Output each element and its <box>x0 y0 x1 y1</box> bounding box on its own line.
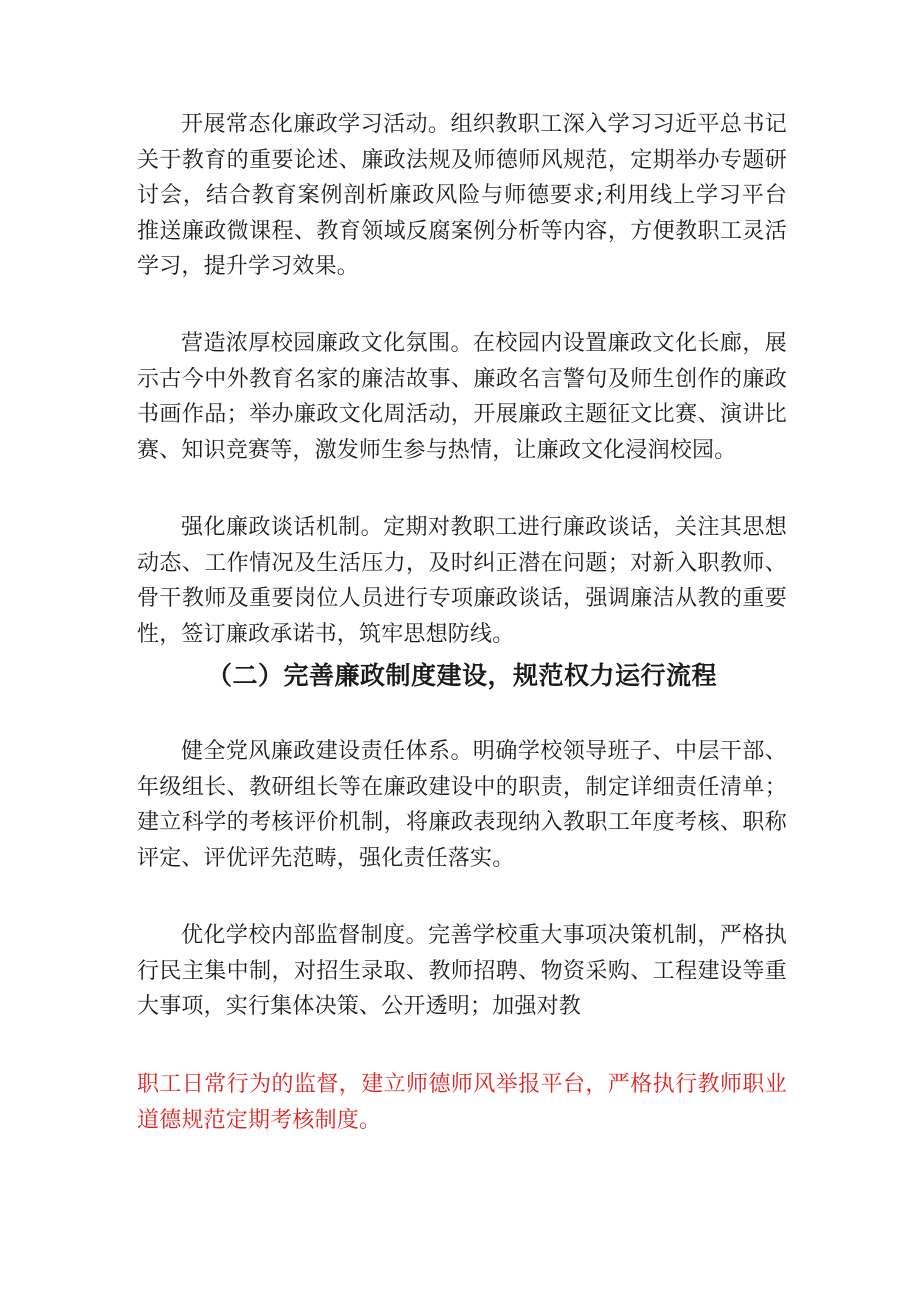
section-heading: （二）完善廉政制度建设，规范权力运行流程 <box>206 661 717 690</box>
paragraph-study-activities: 开展常态化廉政学习活动。组织教职工深入学习习近平总书记关于教育的重要论述、廉政法规及师德师风规范，定期举办专题研讨会，结合教育案例剖析廉政风险与师德要求;利用线上学习平台推送廉政微课程、教育领域反腐案例分析等内容，方便教职工灵活学习，提升学习效果。 <box>137 112 787 279</box>
paragraph-campus-culture: 营造浓厚校园廉政文化氛围。在校园内设置廉政文化长廊，展示古今中外教育名家的廉洁故事、廉政名言警句及师生创作的廉政书画作品；举办廉政文化周活动，开展廉政主题征文比赛、演讲比赛、知识竞赛等，激发师生参与热情，让廉政文化浸润校园。 <box>137 331 787 463</box>
paragraph-internal-supervision: 优化学校内部监督制度。完善学校重大事项决策机制，严格执行民主集中制，对招生录取、教师招聘、物资采购、工程建设等重大事项，实行集体决策、公开透明；加强对教 <box>137 923 787 1019</box>
paragraph-continuation-red: 职工日常行为的监督，建立师德师风举报平台，严格执行教师职业道德规范定期考核制度。 <box>137 1072 787 1133</box>
paragraph-responsibility-system: 健全党风廉政建设责任体系。明确学校领导班子、中层干部、年级组长、教研组长等在廉政建设中的职责，制定详细责任清单；建立科学的考核评价机制，将廉政表现纳入教职工年度考核、职称评定、评优评先范畴，强化责任落实。 <box>137 739 787 871</box>
paragraph-talk-mechanism: 强化廉政谈话机制。定期对教职工进行廉政谈话，关注其思想动态、工作情况及生活压力，及时纠正潜在问题；对新入职教师、骨干教师及重要岗位人员进行专项廉政谈话，强调廉洁从教的重要性，签订廉政承诺书，筑牢思想防线。 <box>137 515 787 647</box>
